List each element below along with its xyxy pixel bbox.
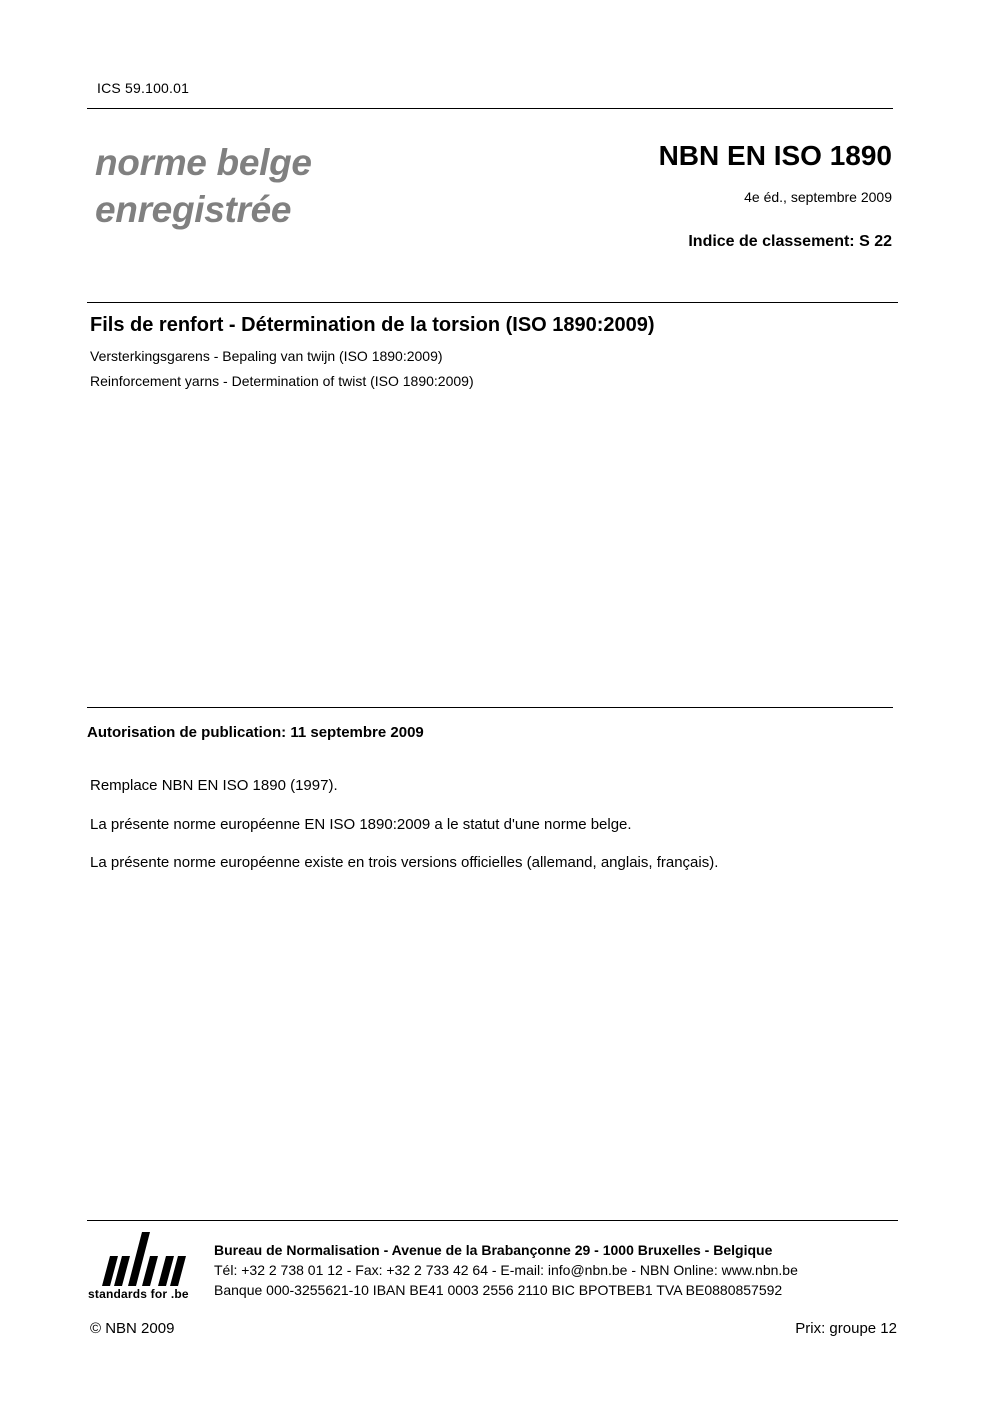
publication-authorisation: Autorisation de publication: 11 septembre 2009 [87, 724, 424, 741]
body-rule [87, 707, 893, 708]
title-french: Fils de renfort - Détermination de la torsion (ISO 1890:2009) [90, 314, 655, 336]
title-english: Reinforcement yarns - Determination of twist (ISO 1890:2009) [90, 373, 474, 389]
title-dutch: Versterkingsgarens - Bepaling van twijn (ISO 1890:2009) [90, 348, 443, 364]
footer-rule [87, 1220, 898, 1221]
footer-bank-details: Banque 000-3255621-10 IBAN BE41 0003 2556 2110 BIC BPOTBEB1 TVA BE0880857592 [214, 1282, 783, 1298]
price-group: Prix: groupe 12 [795, 1320, 897, 1337]
brand-line-2: enregistrée [95, 189, 292, 230]
logo-tagline: standards for .be [88, 1287, 189, 1301]
paragraph-replaces: Remplace NBN EN ISO 1890 (1997). [90, 777, 338, 794]
paragraph-status: La présente norme européenne EN ISO 1890:2009 a le statut d'une norme belge. [90, 816, 632, 833]
standard-number: NBN EN ISO 1890 [658, 140, 892, 171]
classification-index: Indice de classement: S 22 [688, 233, 892, 250]
footer-address: Bureau de Normalisation - Avenue de la Brabançonne 29 - 1000 Bruxelles - Belgique [214, 1242, 773, 1258]
paragraph-versions: La présente norme européenne existe en trois versions officielles (allemand, anglais, français). [90, 854, 719, 871]
edition: 4e éd., septembre 2009 [744, 189, 892, 205]
header-rule [87, 108, 893, 109]
brand-line-1: norme belge [95, 142, 312, 183]
ics-code: ICS 59.100.01 [97, 80, 190, 96]
copyright: © NBN 2009 [90, 1320, 175, 1337]
footer-contact: Tél: +32 2 738 01 12 - Fax: +32 2 733 42 64 - E-mail: info@nbn.be - NBN Online: www.nbn.be [214, 1262, 798, 1278]
title-rule [87, 302, 898, 303]
